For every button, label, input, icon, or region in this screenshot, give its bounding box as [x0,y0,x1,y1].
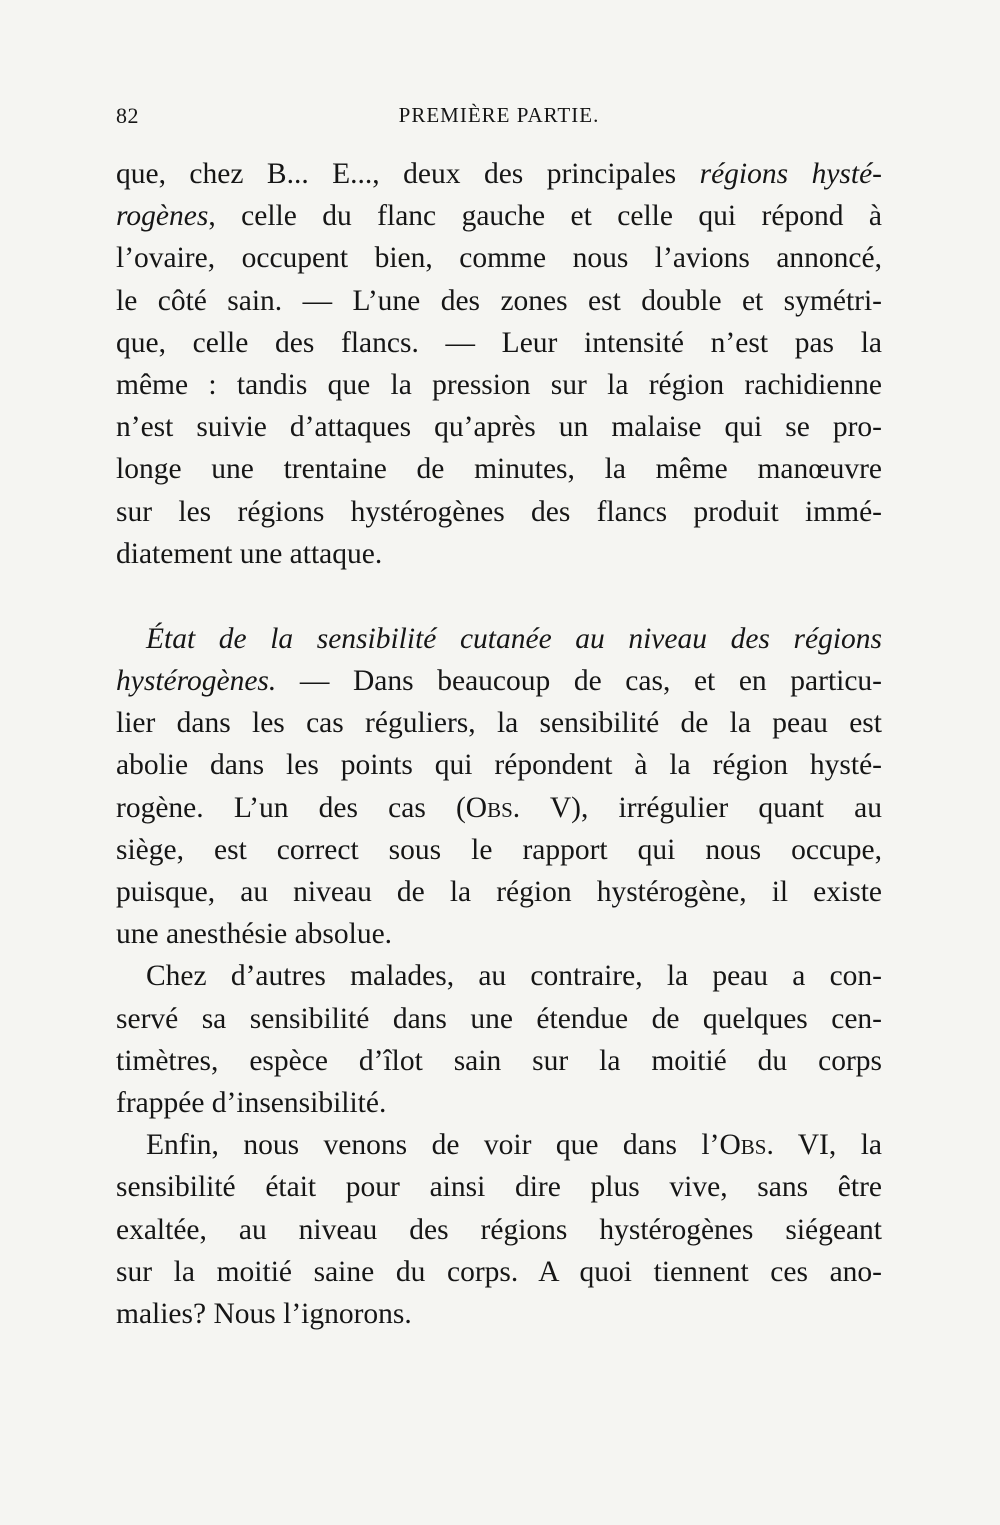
text-line: servé sa sensibilité dans une étendue de quelques cen- [116,1002,882,1035]
text-line: Chez d’autres malades, au contraire, la peau a con- [146,960,882,993]
text-line: exaltée, au niveau des régions hystérogènes siégeant [116,1213,882,1246]
text-line: longe une trentaine de minutes, la même manœuvre [116,453,882,486]
text-line: rogènes, celle du flanc gauche et celle qui répond à [116,200,882,233]
page-number: 82 [116,103,139,128]
text-line: frappée d’insensibilité. [116,1086,387,1119]
text-line: abolie dans les points qui répondent à la région hysté- [116,749,882,782]
running-title: PREMIÈRE PARTIE. [398,103,600,127]
text-line: hystérogènes. — Dans beaucoup de cas, et en particu- [116,665,882,698]
paragraph [116,153,882,575]
text-line: rogène. L’un des cas (Obs. V), irrégulier quant au [116,791,882,824]
text-line: n’est suivie d’attaques qu’après un malaise qui se pro- [116,411,882,444]
text-line: diatement une attaque. [116,537,383,570]
text-line: que, celle des flancs. — Leur intensité n’est pas la [116,326,882,359]
text-line: Enfin, nous venons de voir que dans l’Obs. VI, la [146,1129,882,1162]
text-line: même : tandis que la pression sur la région rachidienne [116,368,882,401]
text-line: l’ovaire, occupent bien, comme nous l’avions annoncé, [116,242,882,275]
paragraph [116,955,882,1124]
body-text [116,153,882,1335]
paragraph [116,618,882,956]
text-line: sensibilité était pour ainsi dire plus vive, sans être [116,1171,882,1204]
text-line: que, chez B... E..., deux des principales régions hysté- [116,158,883,190]
text-line: le côté sain. — L’une des zones est double et symétri- [116,284,882,317]
text-line: lier dans les cas réguliers, la sensibilité de la peau est [116,707,882,740]
paragraph-spacer [116,575,882,618]
text-line: une anesthésie absolue. [116,918,393,951]
text-line: siège, est correct sous le rapport qui nous occupe, [116,833,882,866]
text-line: sur les régions hystérogènes des flancs produit immé- [116,495,882,528]
text-line: puisque, au niveau de la région hystérogène, il existe [116,876,882,908]
paragraph [116,1124,882,1335]
text-line: timètres, espèce d’îlot sain sur la moitié du corps [116,1044,882,1077]
page-header [116,103,882,137]
section-heading-line: État de la sensibilité cutanée au niveau des régions [146,622,882,655]
text-line: malies? Nous l’ignorons. [116,1297,412,1330]
text-line: sur la moitié saine du corps. A quoi tiennent ces ano- [116,1255,882,1288]
